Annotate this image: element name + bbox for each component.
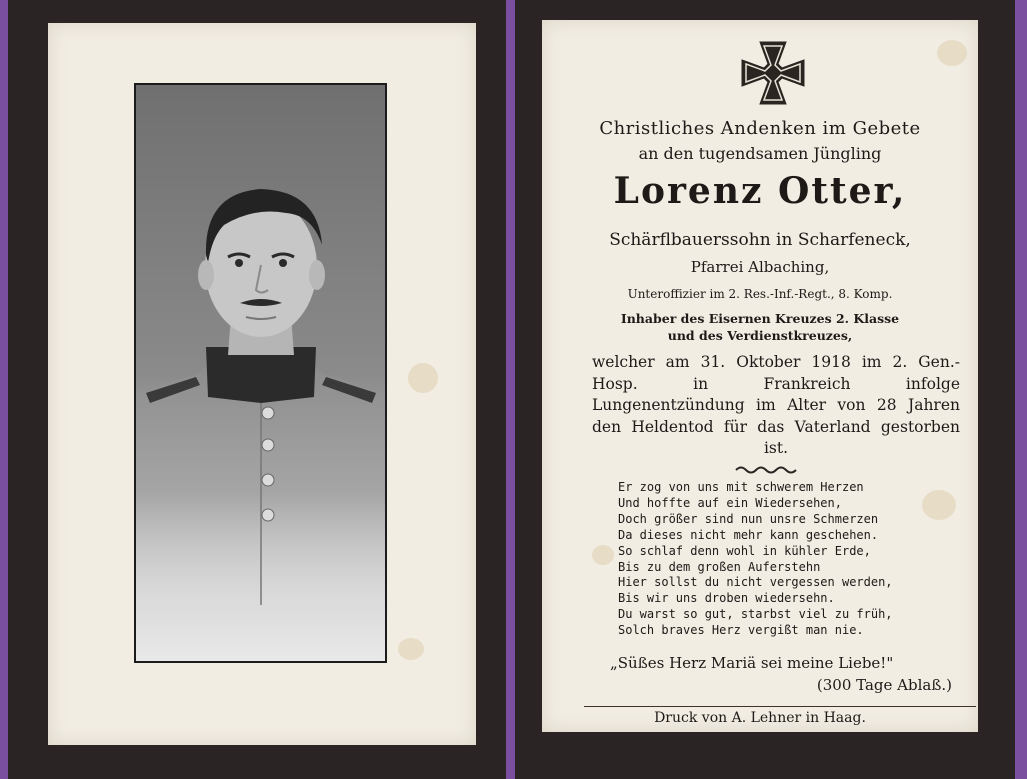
honor-text <box>542 310 978 344</box>
motto: „Süßes Herz Mariä sei meine Liebe!" <box>610 654 894 672</box>
portrait-drawing <box>136 85 385 661</box>
divider-line <box>584 706 976 707</box>
origin-line: Schärflbauerssohn in Scharfeneck, <box>609 230 911 250</box>
poem-line: Du warst so gut, starbst viel zu früh, <box>618 607 893 622</box>
printer-credit: Druck von A. Lehner in Haag. <box>654 710 866 726</box>
heading-line-1: Christliches Andenken im Gebete <box>599 118 921 139</box>
poem-line: Bis wir uns droben wiedersehn. <box>618 591 835 606</box>
poem-line: Hier sollst du nicht vergessen werden, <box>618 575 893 590</box>
poem-line: Er zog von uns mit schwerem Herzen <box>618 480 864 494</box>
poem-line: Da dieses nicht mehr kann geschehen. <box>618 527 879 542</box>
parish-line: Pfarrei Albaching, <box>690 258 830 276</box>
indulgence-note: (300 Tage Ablaß.) <box>816 676 952 694</box>
memorial-card-right <box>515 0 1015 779</box>
age-stain <box>937 40 967 66</box>
death-notice: welcher am 31. Oktober 1918 im 2. Gen.-Hosp. in Frankreich infolge Lungenentzündung im Alter von 28 Jahren den Heldentod für das Vaterland gestorben ist. <box>592 353 960 457</box>
age-stain <box>592 545 614 565</box>
poem <box>618 480 948 639</box>
card-paper-left <box>48 23 476 745</box>
ornament-divider <box>735 465 797 475</box>
poem-line: Solch braves Herz vergißt man nie. <box>618 623 864 638</box>
rank-line: Unteroffizier im 2. Res.-Inf.-Regt., 8. Komp. <box>627 287 893 301</box>
memorial-card-left <box>8 0 506 779</box>
iron-cross-icon <box>740 40 806 110</box>
honor-line-1: Inhaber des Eisernen Kreuzes 2. Klasse <box>620 311 900 326</box>
honor-line-2: und des Verdienstkreuzes, <box>667 328 853 343</box>
heading-line-2: an den tugendsamen Jüngling <box>638 144 882 163</box>
age-stain <box>408 363 438 393</box>
card-paper-right <box>542 20 978 732</box>
age-stain <box>398 638 424 660</box>
poem-line: Bis zu dem großen Auferstehn <box>618 559 821 574</box>
poem-line: Doch größer sind nun unsre Schmerzen <box>618 511 879 526</box>
poem-line: So schlaf denn wohl in kühler Erde, <box>618 543 871 558</box>
poem-line: Und hoffte auf ein Wiedersehen, <box>618 495 842 510</box>
deceased-name: Lorenz Otter, <box>613 170 907 212</box>
portrait-photo <box>134 83 387 663</box>
